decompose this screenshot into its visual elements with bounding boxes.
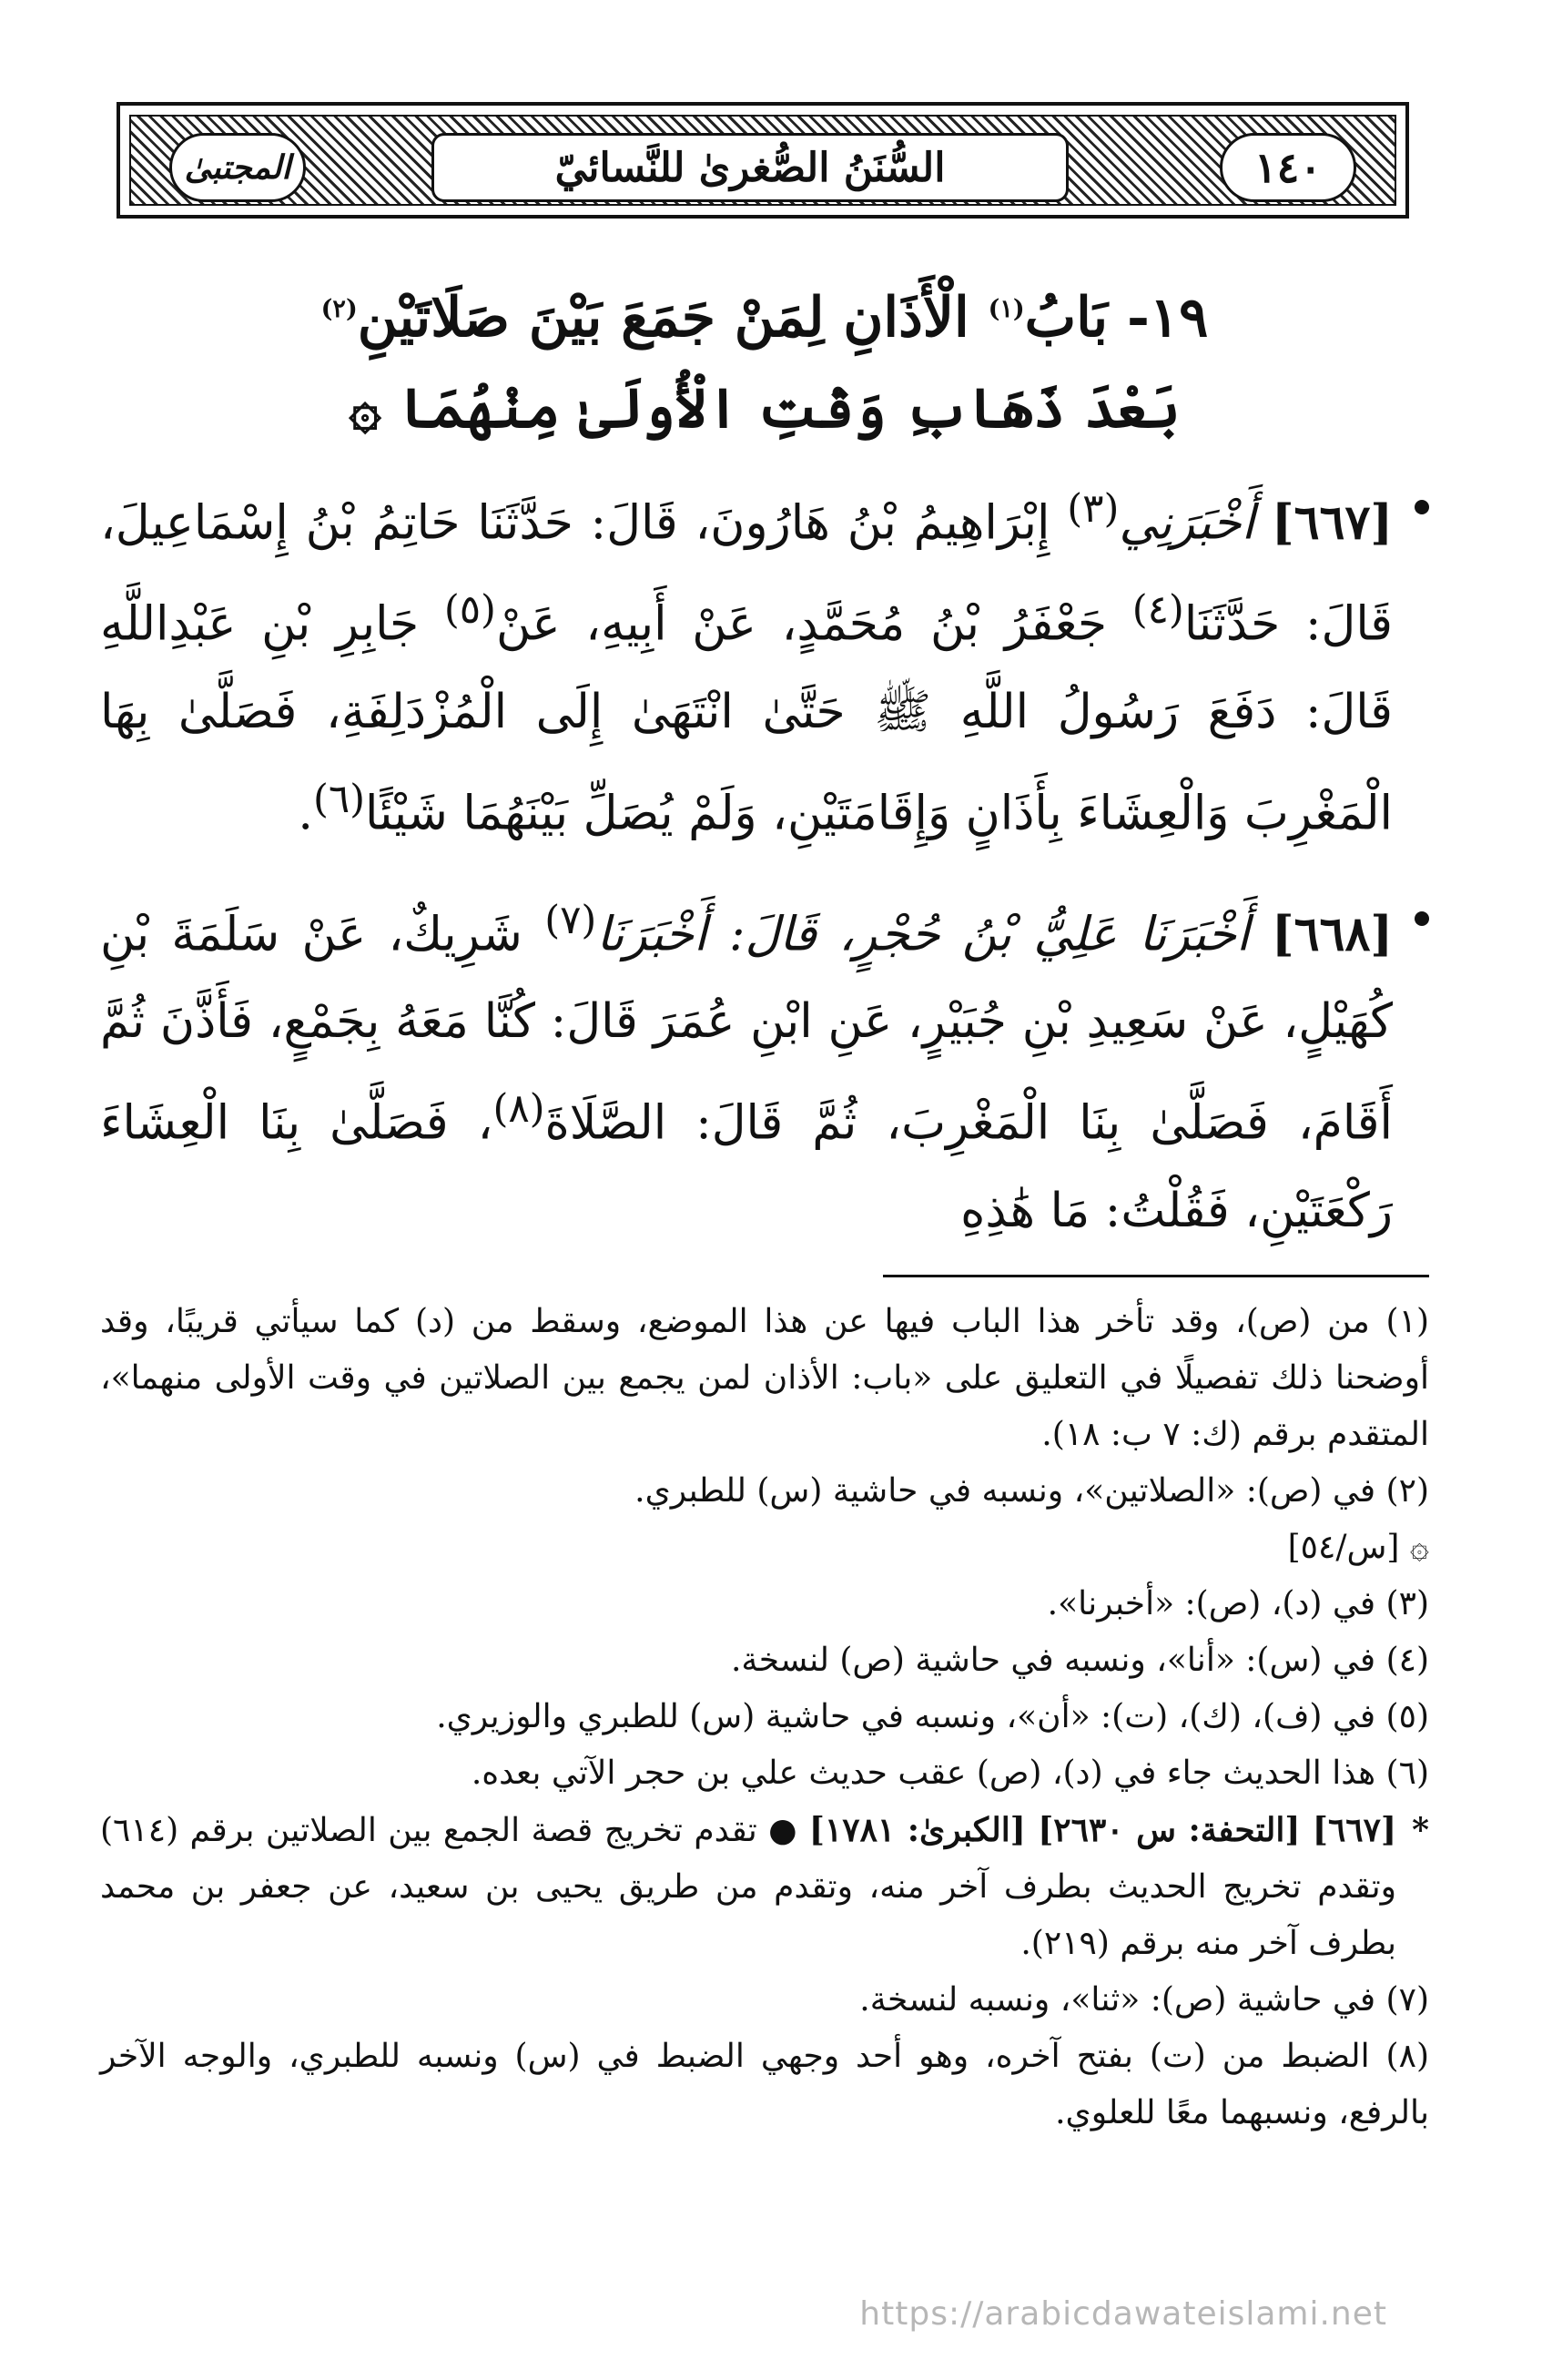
page-number-cartouche [1220,133,1356,202]
hadith-text: . [298,785,313,840]
hadith-text: جَعْفَرُ بْنُ مُحَمَّدٍ، عَنْ أَبِيهِ، عَنْ [495,596,1107,652]
book-title-cartouche [431,133,1069,202]
chapter-heading [100,264,1429,454]
bullet-icon [1415,500,1429,514]
footnote-marker-4: (٤) [1131,587,1184,634]
footnote-1: (١) من (ص)، وقد تأخر هذا الباب فيها عن هذا الموضع، وسقط من (د) كما سيأتي قريبًا، وقد أوضحنا ذلك تفصيلًا في التعليق على «باب: الأذان لمن يجمع بين الصلاتين في وقت الأولى منهما»، المتقدم برقم (ك: ٧ ب: ١٨). [100,1302,1429,1453]
hadith-text: شَرِيكٌ، عَنْ سَلَمَةَ بْنِ كُهَيْلٍ، عَنْ سَعِيدِ بْنِ جُبَيْرٍ، عَنِ ابْنِ عُمَرَ قَالَ: كُنَّا مَعَهُ بِجَمْعٍ، فَأَذَّنَ ثُمَّ أَقَامَ، فَصَلَّىٰ بِنَا الْمَغْرِبَ، ثُمَّ قَالَ: الصَّلَاةَ [100,907,1393,1151]
hadith-number: [٦٦٧] [1271,494,1393,551]
footnote-marker-7: (٧) [544,897,597,943]
footnote-5: (٥) في (ف)، (ك)، (ت): «أن»، ونسبه في حاشية (س) للطبري والوزيري. [436,1697,1429,1735]
hadith-number: [٦٦٨] [1271,906,1393,962]
watermark-url: https://arabicdawateislami.net [859,2295,1387,2333]
takhrij-note [100,1802,1429,1972]
chapter-word: بَابُ [1024,286,1109,350]
book-title: السُّنَنُ الصُّغرىٰ للنَّسائيّ [554,144,946,191]
footnote-marker-1: (١) [988,295,1025,323]
header-ornament [129,115,1396,206]
footnotes [100,1294,1429,2141]
hadith-668 [100,877,1429,1255]
footnote-marker-5: (٥) [443,587,496,634]
footnote-3: (٣) في (د)، (ص): «أخبرنا». [1047,1584,1429,1622]
hadith-667 [100,465,1429,857]
hadith-text: أَخْبَرَنِي [1119,495,1255,551]
footnote-marker-8: (٨) [492,1086,545,1133]
footnote-8: (٨) الضبط من (ت) بفتح آخره، وهو أحد وجهي الضبط في (س) ونسبه للطبري، والوجه الآخر بالرفع، ونسبهما معًا للعلوي. [100,2037,1429,2131]
hadith-text: ، فَصَلَّىٰ بِنَا الْعِشَاءَ رَكْعَتَيْنِ، فَقُلْتُ: مَا هَٰذِهِ [100,1095,1393,1238]
footnote-6: (٦) هذا الحديث جاء في (د)، (ص) عقب حديث علي بن حجر الآتي بعده. [471,1754,1429,1792]
page-ref-marker: ۞ [س/٥٤] [1287,1528,1429,1566]
footnote-marker-6: (٦) [312,776,366,822]
footnote-4: (٤) في (س): «أنا»، ونسبه في حاشية (ص) لنسخة. [730,1641,1429,1679]
chapter-number: ١٩- [1127,286,1209,350]
chapter-title-main: الْأَذَانِ لِمَنْ جَمَعَ بَيْنَ صَلَاتَيْنِ [357,286,969,350]
footnote-marker-3: (٣) [1067,486,1120,532]
chapter-heading-line2: بَعْدَ ذَهَابِ وَقْتِ الْأُولَىٰ مِنْهُمَا ۞ [349,377,1181,441]
takhrij-text: ● تقدم تخريج قصة الجمع بين الصلاتين برقم (٦١٤) وتقدم تخريج الحديث بطرف آخر منه، وتقدم من طريق يحيى بن سعيد، عن جعفر بن محمد بطرف آخر منه برقم (٢١٩). [100,1811,1396,1962]
footnote-7: (٧) في حاشية (ص): «ثنا»، ونسبه لنسخة. [859,1980,1429,2019]
bullet-icon [1415,911,1429,926]
page-header-banner [117,102,1409,219]
takhrij-refs: [٦٦٧] [التحفة: س ٢٦٣٠] [الكبرىٰ: ١٧٨١] [808,1810,1396,1849]
hadith-text: جَابِرِ بْنِ عَبْدِاللَّهِ قَالَ: دَفَعَ رَسُولُ اللَّهِ ﷺ حَتَّىٰ انْتَهَىٰ إِلَى الْمُزْدَلِفَةِ، فَصَلَّىٰ بِهَا الْمَغْرِبَ وَالْعِشَاءَ بِأَذَانٍ وَإِقَامَتَيْنِ، وَلَمْ يُصَلِّ بَيْنَهُمَا شَيْئًا [100,596,1393,840]
main-content [100,264,1429,2141]
chapter-heading-line1 [100,264,1429,363]
series-mark: المجتبىٰ [184,148,291,187]
footnote-marker-2: (٢) [320,295,358,323]
footnote-2: (٢) في (ص): «الصلاتين»، ونسبه في حاشية (س) للطبري. [634,1471,1429,1510]
hadith-text: أَخْبَرَنَا عَلِيُّ بْنُ حُجْرٍ، قَالَ: أَخْبَرَنَا [596,907,1250,962]
footnote-divider [883,1275,1429,1277]
hadith-text: إِبْرَاهِيمُ بْنُ هَارُونَ، قَالَ: حَدَّثَنَا حَاتِمُ بْنُ إِسْمَاعِيلَ، قَالَ: حَدَّثَنَا [100,495,1394,652]
series-mark-cartouche [169,133,306,202]
star-icon: * [1412,1810,1429,1849]
page-number: ١٤٠ [1253,143,1323,192]
